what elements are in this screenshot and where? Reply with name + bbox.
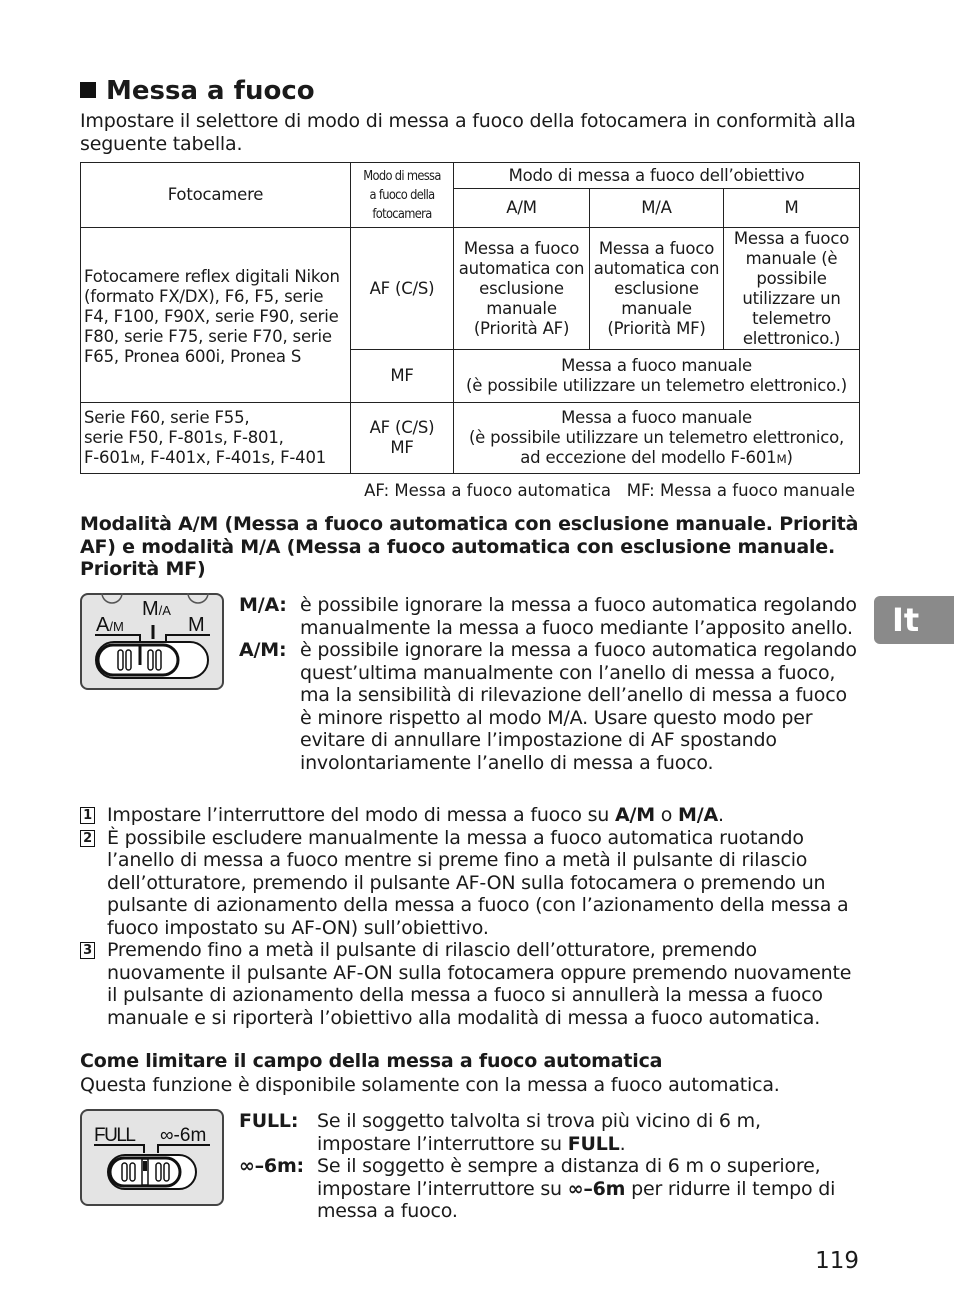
- subheading-af-range: Come limitare il campo della messa a fuoco automatica: [80, 1050, 663, 1072]
- square-bullet-icon: [80, 82, 96, 98]
- ma-description: [239, 594, 859, 774]
- model: F-601: [84, 447, 130, 467]
- cell-cameras-group2: [81, 403, 351, 474]
- cell-text: MF: [390, 438, 414, 457]
- header-m: M: [724, 189, 860, 228]
- step-3: [80, 939, 860, 1029]
- cell-mode-mf: MF: [351, 350, 454, 403]
- full-term: FULL:: [239, 1110, 299, 1132]
- step-number-icon: 3: [80, 942, 95, 959]
- t: ad eccezione del modello F-601: [520, 447, 777, 467]
- cell-text: (è possibile utilizzare un telemetro elettronico,: [468, 427, 845, 447]
- focus-mode-table: [80, 162, 860, 474]
- cell-af-am: Messa a fuoco automatica con esclusione manuale (Priorità AF): [454, 228, 590, 350]
- focus-limiter-switch-illustration: [80, 1109, 224, 1206]
- t: A/M: [614, 804, 655, 826]
- intro-text: Impostare il selettore di modo di messa a fuoco della fotocamera in conformità alla seguente tabella.: [80, 110, 856, 155]
- t: .: [718, 804, 724, 826]
- cell-af-ma: Messa a fuoco automatica con esclusione manuale (Priorità MF): [590, 228, 724, 350]
- t: Se il soggetto è sempre a distanza di 6 m o superiore, impostare l’interruttore su: [317, 1155, 821, 1200]
- model-suffix: M: [129, 451, 140, 466]
- section-title-text: Messa a fuoco: [106, 76, 315, 106]
- cell-text: Serie F60, serie F55,: [84, 407, 250, 427]
- cell-text: [457, 448, 856, 469]
- svg-text:∞-6m: ∞-6m: [160, 1125, 207, 1146]
- t: Se il soggetto talvolta si trova più vicino di 6 m, impostare l’interruttore su: [317, 1110, 761, 1155]
- t: Premendo fino a metà il pulsante di rilascio dell’otturatore, premendo nuovamente il pulsante AF-ON sulla fotocamera oppure premendo nuovamente il pulsante di azionamento della messa a fuoco si annullerà la messa a fuoco manuale e si riporterà l’obiettivo alla modalità di messa a fuoco automatica.: [107, 939, 852, 1029]
- cell-group2-all: [454, 403, 860, 474]
- cell-text: (è possibile utilizzare un telemetro elettronico.): [465, 376, 848, 395]
- cell-mf-all: [454, 350, 860, 403]
- focus-mode-switch-illustration: [80, 593, 224, 690]
- am-text: è possibile ignorare la messa a fuoco automatica regolando quest’ultima manualmente con l’anello di messa a fuoco, ma la sensibilità di rilevazione dell’anello di messa a fuoco è minore rispetto al modo M/A. Usare questo modo per evitare di annullare l’impostazione di AF spostando involontariamente l’anello di messa a fuoco.: [300, 639, 857, 774]
- svg-text:A/M: A/M: [96, 614, 124, 636]
- steps-list: [80, 804, 860, 1029]
- header-lens-mode: Modo di messa a fuoco dell’obiettivo: [454, 163, 860, 189]
- cell-cameras-group1: Fotocamere reflex digitali Nikon (formato FX/DX), F6, F5, serie F4, F100, F90X, serie F90, serie F80, serie F75, serie F70, serie F65, Pronea 600i, Pronea S: [81, 228, 351, 403]
- svg-text:FULL: FULL: [94, 1125, 136, 1146]
- t: ): [786, 447, 793, 467]
- t: Impostare l’interruttore del modo di messa a fuoco su: [107, 804, 615, 826]
- svg-text:M: M: [188, 614, 205, 636]
- cell-text: Messa a fuoco manuale: [561, 356, 752, 375]
- header-camera-mode: [351, 163, 454, 228]
- t: o: [654, 804, 679, 826]
- af-range-intro: Questa funzione è disponibile solamente con la messa a fuoco automatica.: [80, 1074, 780, 1096]
- t: M/A: [678, 804, 718, 826]
- models: , F-401x, F-401s, F-401: [140, 447, 327, 467]
- header-cameras: Fotocamere: [81, 163, 351, 228]
- cell-text: AF (C/S): [369, 418, 435, 437]
- header-am: A/M: [454, 189, 590, 228]
- t: ∞–6m: [567, 1177, 626, 1200]
- cell-text: Messa a fuoco manuale: [561, 407, 752, 427]
- header-ma: M/A: [590, 189, 724, 228]
- svg-text:M/A: M/A: [142, 598, 171, 620]
- t: per ridurre il tempo di messa a fuoco.: [317, 1177, 836, 1222]
- subheading-am-ma: Modalità A/M (Messa a fuoco automatica con esclusione manuale. Priorità AF) e modalità M/A (Messa a fuoco automatica con esclusione manuale. Priorità MF): [80, 513, 859, 580]
- page-number: 119: [815, 1248, 859, 1274]
- step-number-icon: 1: [80, 807, 95, 824]
- step-2: [80, 827, 860, 940]
- t: M: [776, 451, 787, 466]
- ma-text: è possibile ignorare la messa a fuoco automatica regolando manualmente la messa a fuoco mediante l’apposito anello.: [300, 594, 857, 639]
- language-tab: It: [874, 596, 954, 644]
- table-legend: AF: Messa a fuoco automatica MF: Messa a fuoco manuale: [364, 481, 855, 500]
- cell-af-m: Messa a fuoco manuale (è possibile utilizzare un telemetro elettronico.): [724, 228, 860, 350]
- section-title: [80, 76, 315, 106]
- t: .: [619, 1132, 626, 1155]
- am-term: A/M:: [239, 639, 287, 661]
- infinity-6m-term: ∞–6m:: [239, 1155, 304, 1177]
- header-camera-mode-text: Modo di messa a fuoco della fotocamera: [363, 167, 441, 222]
- cell-text: serie F50, F-801s, F-801,: [84, 427, 284, 447]
- cell-mode-group2: [351, 403, 454, 474]
- t: FULL: [567, 1132, 620, 1155]
- ma-term: M/A:: [239, 594, 287, 616]
- limiter-description: [239, 1110, 859, 1223]
- cell-text: [84, 448, 347, 469]
- cell-mode-af: AF (C/S): [351, 228, 454, 350]
- step-1: [80, 804, 860, 827]
- t: È possibile escludere manualmente la messa a fuoco automatica ruotando l’anello di messa a fuoco mentre si preme fino a metà il pulsante di rilascio dell’otturatore, premendo il pulsante AF-ON sulla fotocamera o premendo un pulsante di azionamento della messa a fuoco (con l’azionamento della messa a fuoco impostato su AF-ON) sull’obiettivo.: [107, 826, 849, 939]
- step-number-icon: 2: [80, 830, 95, 847]
